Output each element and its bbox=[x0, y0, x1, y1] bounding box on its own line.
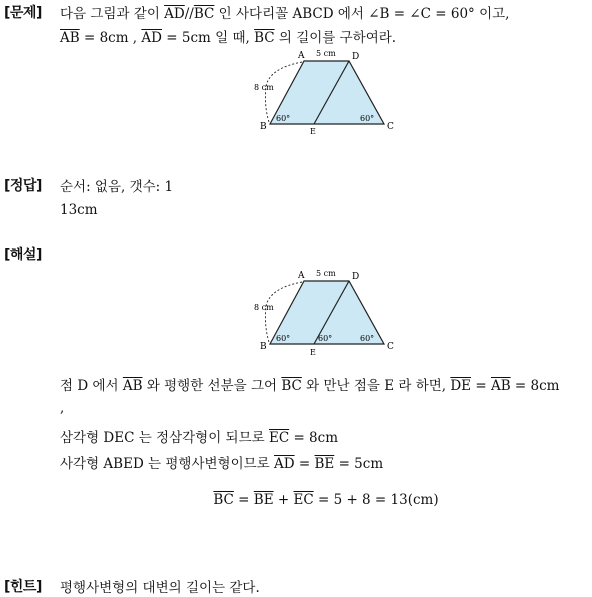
side-length-label: 8 cm bbox=[254, 83, 274, 92]
problem-label: [문제] bbox=[4, 5, 42, 21]
problem-trapezoid-figure bbox=[250, 46, 400, 136]
angle-e-label: 60° bbox=[318, 334, 333, 343]
top-length-label: 5 cm bbox=[316, 269, 336, 278]
explanation-line-2: 삼각형 DEC 는 정삼각형이 되므로 $\overline{EC} = 8cm$ bbox=[60, 430, 339, 446]
answer-line-1: 순서: 없음, 갯수: 1 bbox=[60, 179, 174, 195]
angle-c-label: 60° bbox=[360, 334, 375, 343]
point-e-label: E bbox=[310, 348, 316, 356]
side-length-label: 8 cm bbox=[254, 303, 274, 312]
vertex-c-label: C bbox=[387, 342, 394, 352]
angle-b-label: 60° bbox=[276, 114, 291, 123]
vertex-a-label: A bbox=[298, 271, 305, 281]
explanation-formula: $\overline{BC} = \overline{BE} + \overline{EC} = 5 + 8 = 13(cm)$ bbox=[213, 492, 439, 508]
vertex-d-label: D bbox=[352, 272, 360, 282]
explanation-line-1-comma: , bbox=[60, 400, 65, 416]
explanation-line-3: 사각형 ABED 는 평행사변형이므로 $\overline{AD} = \overline{BE} = 5cm$ bbox=[60, 456, 384, 472]
angle-b-label: 60° bbox=[276, 334, 291, 343]
explanation-line-1: 점 D 에서 $\overline{AB}$ 와 평행한 선분을 그어 $\overline{BC}$ 와 만난 점을 E 라 하면, $\overline{DE} = \overline{AB} = 8cm$ bbox=[60, 378, 560, 394]
hint-text: 평행사변형의 대변의 길이는 같다. bbox=[60, 580, 260, 596]
angle-c-label: 60° bbox=[360, 114, 375, 123]
answer-value: 13cm bbox=[60, 202, 98, 218]
point-e-label: E bbox=[310, 127, 316, 136]
answer-label: [정답] bbox=[4, 178, 42, 194]
explanation-trapezoid-figure bbox=[250, 266, 400, 356]
vertex-b-label: B bbox=[260, 342, 267, 352]
explanation-label: [해설] bbox=[4, 247, 42, 263]
vertex-c-label: C bbox=[387, 122, 394, 132]
hint-label: [힌트] bbox=[4, 579, 42, 595]
vertex-a-label: A bbox=[298, 51, 305, 61]
top-length-label: 5 cm bbox=[316, 49, 336, 58]
problem-line-1: 다음 그림과 같이 $\overline{AD}//\overline{BC}$ 인 사다리꼴 ABCD 에서 ∠B = ∠C = 60° 이고, bbox=[60, 6, 510, 22]
vertex-b-label: B bbox=[260, 122, 267, 132]
vertex-d-label: D bbox=[352, 52, 360, 62]
problem-line-2: $\overline{AB} = 8cm$ , $\overline{AD} = 5cm$ 일 때, $\overline{BC}$ 의 길이를 구하여라. bbox=[60, 30, 397, 46]
